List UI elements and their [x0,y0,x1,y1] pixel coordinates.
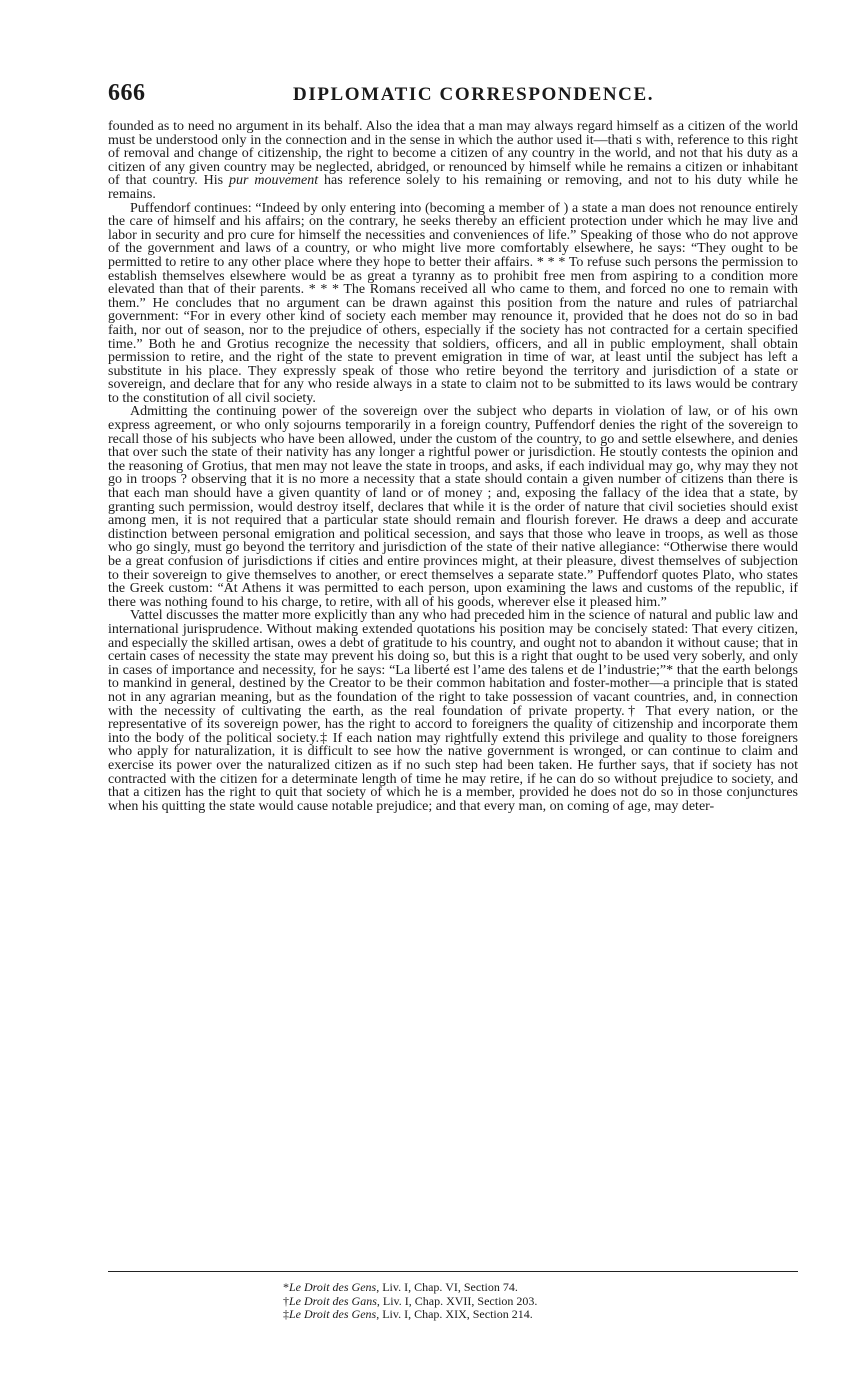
text-segment: has reference solely to his remaining or removing, and not to his duty while he remains. [108,173,798,202]
body-text [108,120,798,1260]
text-segment: Admitting the continuing power of the sovereign over the subject who departs in violation of law, or of his own express agreement, or who only sojourns temporarily in a foreign country, Puffendorf denies the right of the sovereign to recall those of his subjects who have been allowed, under the custom of the country, to go and settle elsewhere, and denies that over such the state of their nativity has any longer a rightful power or jurisdiction. He stoutly contests the opinion and the reasoning of Grotius, that men may not leave the state in troops, and asks, if each individual may go, why may they not go in troops ? observing that it is no more a necessity that a state should contain a given number of citizens than there is that each man should have a given quantity of land or of money ; and, exposing the fallacy of the idea that a state, by granting such permission, would destroy itself, declares that while it is the order of nature that civil societies should exist among men, it is not required that a particular state should remain and flourish forever. He draws a deep and accurate distinction between personal emigration and political secession, and says that those who leave in troops, as well as those who go singly, must go beyond the territory and jurisdiction of the state of their native allegiance: “Otherwise there would be a great confusion of jurisdictions if cities and entire provinces might, at their pleasure, divest themselves of subjection to their sovereign to give themselves to another, or erect themselves a separate state.” Puffendorf quotes Plato, who states the Greek custom: “At Athens it was permitted to each person, upon examining the laws and customs of the republic, if there was nothing found to his charge, to retire, with all of his goods, wherever else it pleased him.” [108,404,798,610]
italic-text-segment: pur mouvement [229,173,319,189]
text-segment: Vattel discusses the matter more explicitly than any who had preceded him in the science of natural and public law and international jurisprudence. Without making extended quotations his position may be concisely stated: That every citizen, and especially the skilled artisan, owes a debt of gratitude to his country, and ought not to abandon it without cause; that in certain cases of necessity the state may prevent his doing so, but this is a right that ought to be used very soberly, and only in cases of importance and necessity, for he says: “La liberté est l’ame des talens et de l’industrie;”* that the earth belongs to mankind in general, destined by the Creator to be their common habitation and foster-mother—a principle that is stated not in any agrarian meaning, but as the foundation of the right to take possession of vacant countries, and, in connection with the necessity of cultivating the earth, as the real foundation of private property.† That every nation, or the representative of its sovereign power, has the right to accord to foreigners the quality of citizenship and incorporate them into the body of the political society.‡ If each nation may rightfully extend this privilege and quality to those foreigners who apply for naturalization, it is difficult to see how the native government is wronged, or can continue to claim and exercise its power over the naturalized citizen as if no such step had been taken. He further says, that if society has not contracted with the citizen for a determinate length of time he may retire, if he can do so without prejudice to society, and that a citizen has the right to quit that society of which he is a member, provided he does not do so in those conjunctures when his quitting the state would cause notable prejudice; and that every man, on coming of age, may deter- [108,608,798,814]
text-segment: Puffendorf continues: “Indeed by only entering into (becoming a member of ) a state a man does not renounce entirely the care of himself and his affairs; on the contrary, he seeks thereby an efficient protection under which he may live and labor in security and pro cure for himself the necessities and conveniences of life.” Speaking of those who do not approve of the government and laws of a country, or who might live more comfortably elsewhere, he says: “They ought to be permitted to retire to any other place where they hope to better their affairs. * * * To refuse such persons the permission to establish themselves elsewhere would be as great a tyranny as to prohibit free men from aspiring to a condition more elevated than that of their parents. * * * The Romans received all who came to them, and forced no one to remain with them.” He concludes that no argument can be drawn against this position from the nature and rules of patriarchal government: “For in every other kind of society each member may renounce it, provided that he does not do so in bad faith, nor out of season, nor to the prejudice of others, especially if the society has not contracted for a certain specified time.” Both he and Grotius recognize the necessity that soldiers, officers, and all in public employment, shall obtain permission to retire, and the right of the state to prevent emigration in time of war, at least until the subject has left a substitute in his place. They expressly speak of those who retire beyond the territory and jurisdiction of a state or sovereign, and declare that for any who reside always in a state to claim not to be submitted to its laws would be contrary to the constitution of all civil society. [108,200,798,406]
footnotes [283,1281,783,1322]
footnote-divider [108,1271,798,1272]
footnote-mark: * [283,1280,289,1294]
paragraph [108,609,798,813]
footnote-reference: , Liv. I, Chap. VI, Section 74. [376,1280,518,1294]
footnote-reference: , Liv. I, Chap. XIX, Section 214. [376,1307,533,1321]
footnote-mark: ‡ [283,1307,289,1321]
page-header [108,80,798,112]
footnote [283,1308,783,1322]
footnote-mark: † [283,1293,289,1308]
page-number: 666 [108,80,146,106]
paragraph [108,120,798,202]
paragraph [108,405,798,609]
footnote [283,1281,783,1295]
footnote [283,1295,783,1309]
text-segment: founded as to need no argument in its behalf. Also the idea that a man may always regard himself as a citizen of the world must be understood only in the connection and in the sense in which the author used it—thati s with, reference to this right of removal and change of citizenship, the right to become a citizen of any country in the world, and not that his duty as a citizen of any given country may be neglected, abridged, or renounced by himself while he remains a citizen or inhabitant of that country. His [108,120,798,189]
footnote-title: Le Droit des Gens [289,1280,377,1294]
footnote-title: Le Droit des Gens [289,1307,377,1321]
paragraph [108,202,798,406]
running-head: DIPLOMATIC CORRESPONDENCE. [293,84,655,105]
footnote-reference: , Liv. I, Chap. XVII, Section 203. [376,1293,538,1308]
footnote-title: Le Droit des Gans [289,1293,377,1308]
